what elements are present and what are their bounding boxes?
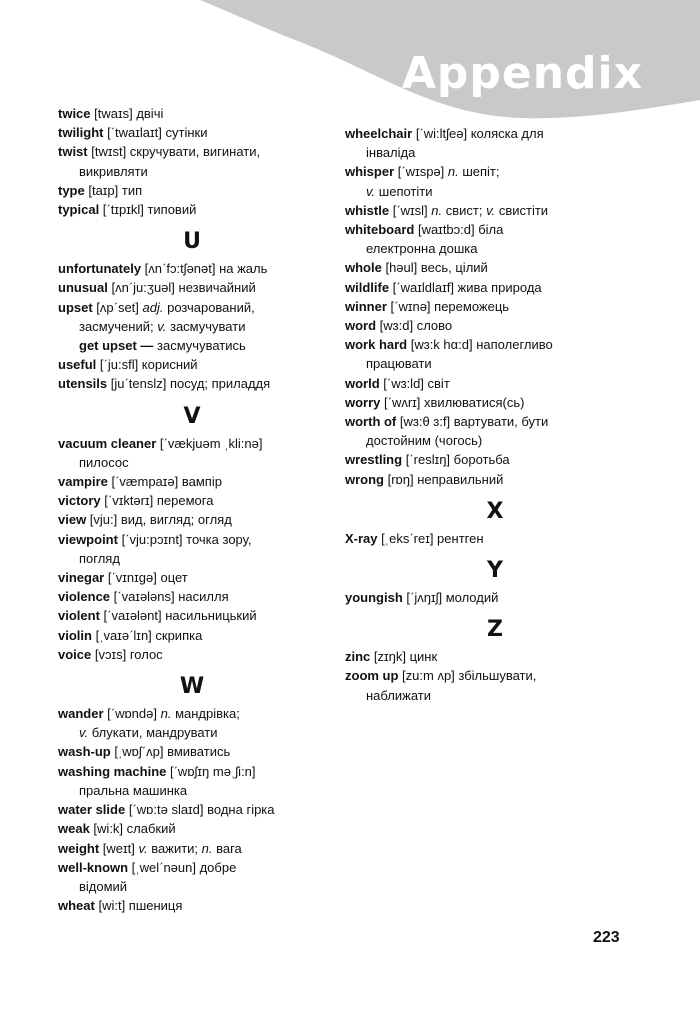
dictionary-entry [58,491,326,510]
headword: X-ray [345,530,378,546]
dictionary-entry [58,626,326,645]
dictionary-entry [58,472,326,491]
dictionary-entry [345,666,645,704]
page-title: Appendix [401,48,643,99]
section-letter: Y [487,558,503,584]
headword: vampire [58,474,108,490]
dictionary-entry [58,568,326,587]
dictionary-entry [345,278,645,297]
part-of-speech: v. [486,202,496,218]
headword: washing machine [58,763,167,779]
entry-text: [ˊtwaɪlaɪt] сутінки [103,125,208,141]
dictionary-entry [345,297,645,316]
entry-text: засмучувати [169,318,246,334]
entry-continuation: викривляти [79,163,148,179]
headword: upset [58,299,93,315]
part-of-speech: n. [160,706,172,722]
entry-text: [ˊwɪsl] [389,202,432,218]
entry-continuation [58,317,326,336]
headword: utensils [58,376,108,392]
entry-text: [ˊtɪpɪkl] типовий [99,202,197,218]
entry-text: [ˊvækjuəm ˌkli:nə] [156,435,263,451]
headword: well-known [58,859,129,875]
headword: typical [58,202,100,218]
entry-continuation [345,182,645,201]
entry-text: [waɪtbɔ:d] біла [414,222,504,238]
dictionary-entry [58,839,326,858]
entry-text: засмучуватись [153,338,246,354]
dictionary-entry [345,374,645,393]
dictionary-entry [58,355,326,374]
entry-text: [ˊwi:ltʃeə] коляска для [412,126,544,141]
headword: view [58,512,87,528]
dictionary-entry [345,393,645,412]
entry-text: [ˊvaɪələnt] насильницький [99,608,257,624]
entry-text: [ʌnˊju:ʒuəl] незвичайний [107,280,256,296]
entry-continuation: пилосос [79,454,129,470]
entry-text: [ˊjʌŋɪʃ] молодий [402,590,499,606]
entry-continuation: погляд [79,550,120,566]
headword: viewpoint [58,531,118,547]
entry-text: [rɒŋ] неправильний [384,471,504,487]
headword: voice [58,646,92,662]
entry-text: [ˊwɒndə] [103,706,161,722]
headword: world [345,375,380,391]
entry-text: [vɔɪs] голос [91,646,163,662]
headword: type [58,182,85,198]
headword: zoom up [345,668,399,684]
headword: whiteboard [345,222,415,238]
dictionary-entry [345,124,645,162]
dictionary-entry [58,104,326,123]
entry-text: [vju:] вид, вигляд; огляд [86,512,232,528]
part-of-speech: n. [431,202,443,218]
headword: weak [58,821,90,837]
headword: wrong [345,471,384,487]
dictionary-entry [58,800,326,819]
part-of-speech: adj. [142,299,164,315]
entry-text: [ˌeksˊreɪ] рентген [377,530,484,546]
entry-text: [taɪp] тип [84,182,143,198]
dictionary-entry [58,374,326,393]
entry-text: [ʌnˊfɔ:tʃənət] на жаль [141,261,268,277]
entry-continuation: працювати [366,356,432,372]
entry-text: [ˊwɪspə] [394,164,448,180]
entry-text: вага [212,840,242,856]
dictionary-entry [58,181,326,200]
dictionary-entry [345,588,645,607]
entry-text: свистіти [495,202,549,218]
headword: twist [58,144,88,160]
dictionary-entry [58,123,326,142]
entry-text: [ˊwʌrɪ] хвилюватися(сь) [380,394,525,410]
dictionary-entry [345,220,645,258]
dictionary-entry [58,742,326,761]
entry-text: [ˊwɜ:ld] світ [379,375,450,391]
headword: zinc [345,649,371,665]
right-column [345,124,645,705]
entry-continuation: пральна машинка [79,782,188,798]
entry-text: [ˊvaɪələns] насилля [110,589,229,605]
entry-continuation: наближати [366,687,431,703]
entry-text: [ˊreslɪŋ] боротьба [402,452,510,468]
headword: winner [345,298,387,314]
headword: whole [345,260,382,276]
entry-text: [ˊvɪktərɪ] перемога [100,493,214,509]
headword: vinegar [58,570,105,586]
dictionary-entry [58,510,326,529]
headword: wheelchair [345,126,413,141]
entry-text: [wɜ:θ ɜ:f] вартувати, бути [396,414,549,430]
entry-text: [twɪst] скручувати, вигинати, [87,144,261,160]
headword: unfortunately [58,261,142,277]
headword: word [345,318,377,334]
entry-text: [wɜ:d] слово [376,318,453,334]
entry-text: [ˊju:sfl] корисний [96,357,198,373]
headword: wheat [58,898,95,914]
dictionary-entry [345,470,645,489]
headword: violent [58,608,100,624]
headword: get upset — [79,338,154,354]
left-column [58,104,326,915]
dictionary-entry [345,258,645,277]
dictionary-entry [58,858,326,896]
dictionary-entry [345,412,645,450]
dictionary-entry [58,259,326,278]
headword: useful [58,357,97,373]
entry-text: [twaɪs] двічі [90,106,164,121]
dictionary-entry [58,819,326,838]
part-of-speech: n. [447,164,459,180]
dictionary-entry [58,587,326,606]
headword: whisper [345,164,395,180]
entry-text: [ʌpˊset] [92,299,143,315]
headword: twilight [58,125,104,141]
dictionary-entry [58,606,326,625]
entry-text: [juˊtenslz] посуд; приладдя [107,376,271,392]
entry-text: [ˌwelˊnəun] добре [128,859,237,875]
dictionary-entry [58,762,326,800]
entry-text: [ˌwɒʃˊʌp] вмиватись [110,744,231,760]
entry-text: [ˊwɪnə] переможець [386,298,510,314]
entry-text: [wi:k] слабкий [89,821,176,837]
headword: unusual [58,280,108,296]
part-of-speech: v. [366,183,376,199]
entry-text: важити; [147,840,202,856]
entry-continuation: електронна дошка [366,241,478,257]
entry-text: [ˊvɪnɪgə] оцет [104,570,188,586]
entry-text: [həul] весь, цілий [381,260,488,276]
part-of-speech: v. [79,725,89,741]
part-of-speech: n. [201,840,213,856]
headword: wildlife [345,279,390,295]
entry-text: мандрівка; [171,706,240,722]
dictionary-entry [58,142,326,180]
entry-text: [zɪŋk] цинк [370,649,438,665]
headword: whistle [345,202,390,218]
dictionary-entry [345,162,645,200]
headword: wander [58,706,104,722]
entry-text: блукати, мандрувати [91,725,218,741]
headword: water slide [58,802,126,818]
dictionary-entry [58,278,326,297]
entry-text: [zu:m ʌp] збільшувати, [398,668,537,684]
entry-text: розчарований, [163,299,255,315]
dictionary-entry [345,201,645,220]
headword: violin [58,627,92,643]
section-letter: V [183,403,201,429]
section-letter: X [486,498,504,524]
section-letter: U [183,229,201,255]
headword: weight [58,840,100,856]
entry-text: [ˊvju:pɔɪnt] точка зору, [117,531,252,547]
entry-text: шепіт; [458,164,500,180]
dictionary-entry [345,450,645,469]
dictionary-entry [345,335,645,373]
part-of-speech: v. [157,318,167,334]
dictionary-entry [58,200,326,219]
entry-text: [wɜ:k hα:d] наполегливо [407,337,553,353]
headword: wash-up [58,744,111,760]
entry-text: засмучений; [79,318,158,334]
headword: worry [345,394,381,410]
section-letter: Z [487,617,503,643]
entry-text: [ˌvaɪəˊlɪn] скрипка [91,627,203,643]
entry-text: [ˊvæmpaɪə] вампір [107,474,222,490]
part-of-speech: v. [138,840,148,856]
dictionary-entry [345,529,645,548]
dictionary-entry [58,704,326,742]
entry-continuation: відомий [79,878,128,894]
entry-continuation: інваліда [366,145,416,161]
entry-text: [weɪt] [99,840,139,856]
dictionary-entry [58,530,326,568]
page-number: 223 [593,929,620,946]
dictionary-entry [345,647,645,666]
entry-text: [ˊwɒ:tə slaɪd] водна гірка [125,802,275,818]
headword: victory [58,493,101,509]
entry-text: [ˊwaɪldlaɪf] жива природа [389,279,542,295]
headword: wrestling [345,452,403,468]
dictionary-entry [345,316,645,335]
dictionary-entry [58,434,326,472]
entry-text: [ˊwɒʃɪŋ məˌʃi:n] [166,763,256,779]
entry-text: шепотіти [378,183,433,199]
dictionary-entry [58,298,326,336]
dictionary-entry [58,645,326,664]
entry-text: [wi:t] пшениця [94,898,183,914]
entry-continuation [58,723,326,742]
sub-entry [58,336,326,355]
section-letter: W [179,674,205,700]
headword: violence [58,589,111,605]
entry-text: свист; [442,202,487,218]
entry-continuation: достойним (чогось) [366,433,483,449]
headword: twice [58,106,91,121]
headword: worth of [345,414,397,430]
dictionary-entry [58,896,326,915]
headword: work hard [345,337,408,353]
headword: vacuum cleaner [58,435,157,451]
headword: youngish [345,590,403,606]
